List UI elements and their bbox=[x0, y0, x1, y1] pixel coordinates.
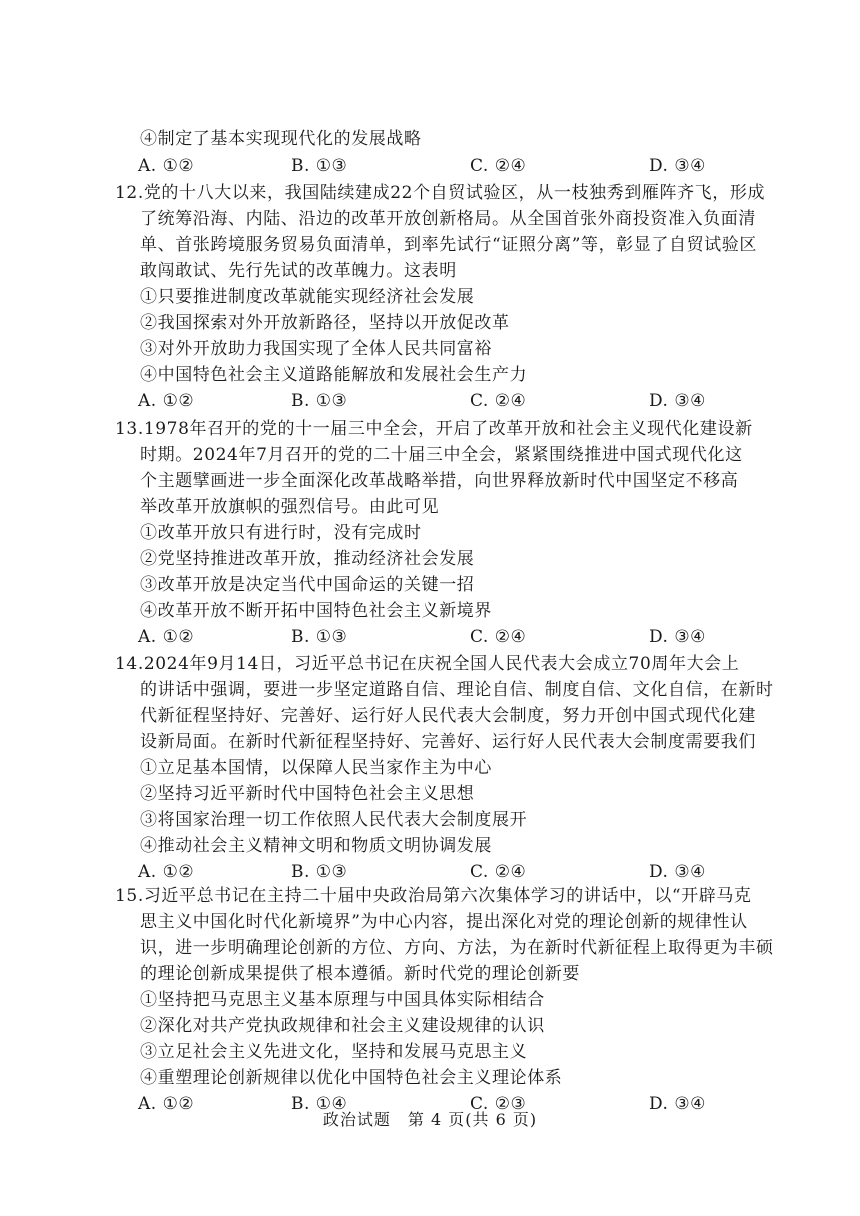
options-row bbox=[0, 155, 860, 177]
statement-4: ④推动社会主义精神文明和物质文明协调发展 bbox=[140, 836, 492, 856]
statement-4: ④改革开放不断开拓中国特色社会主义新境界 bbox=[140, 601, 492, 621]
statement-1: ①只要推进制度改革就能实现经济社会发展 bbox=[140, 287, 475, 307]
options-row bbox=[0, 390, 860, 412]
statement-4: ④中国特色社会主义道路能解放和发展社会生产力 bbox=[140, 365, 528, 385]
option-b: B. ①④ bbox=[291, 1094, 348, 1114]
statement-3: ③将国家治理一切工作依照人民代表大会制度展开 bbox=[140, 810, 528, 830]
page-footer: 政治试题 第 4 页(共 6 页) bbox=[322, 1110, 538, 1129]
option-b: B. ①③ bbox=[291, 391, 348, 411]
option-a: A. ①② bbox=[138, 391, 195, 411]
option-d: D. ③④ bbox=[649, 627, 706, 647]
statement-1: ①改革开放只有进行时，没有完成时 bbox=[140, 523, 422, 543]
question-stem-line: 单、首张跨境服务贸易负面清单，到率先试行“证照分离”等，彰显了自贸试验区 bbox=[140, 235, 757, 255]
option-c: C. ②④ bbox=[470, 156, 527, 176]
statement-2: ②深化对共产党执政规律和社会主义建设规律的认识 bbox=[140, 1016, 545, 1036]
option-c: C. ②④ bbox=[470, 862, 527, 882]
question-stem-line: 敢闯敢试、先行先试的改革魄力。这表明 bbox=[140, 261, 457, 281]
question-stem-line: 15.习近平总书记在主持二十届中央政治局第六次集体学习的讲话中，以“开辟马克 bbox=[115, 886, 752, 906]
statement-2: ②坚持习近平新时代中国特色社会主义思想 bbox=[140, 784, 475, 804]
option-d: D. ③④ bbox=[649, 862, 706, 882]
statement-1: ①立足基本国情，以保障人民当家作主为中心 bbox=[140, 758, 492, 778]
options-row bbox=[0, 861, 860, 883]
statement-1: ①坚持把马克思主义基本原理与中国具体实际相结合 bbox=[140, 990, 545, 1010]
option-a: A. ①② bbox=[138, 156, 195, 176]
question-stem-line: 12.党的十八大以来，我国陆续建成22个自贸试验区，从一枝独秀到雁阵齐飞，形成 bbox=[115, 183, 766, 203]
question-stem-line: 14.2024年9月14日，习近平总书记在庆祝全国人民代表大会成立70周年大会上 bbox=[115, 654, 740, 674]
question-stem-line: 举改革开放旗帜的强烈信号。由此可见 bbox=[140, 497, 440, 517]
statement-3: ③立足社会主义先进文化，坚持和发展马克思主义 bbox=[140, 1042, 528, 1062]
options-row bbox=[0, 626, 860, 648]
question-stem-line: 设新局面。在新时代新征程坚持好、完善好、运行好人民代表大会制度需要我们 bbox=[140, 732, 756, 752]
question-stem-line: 的讲话中强调，要进一步坚定道路自信、理论自信、制度自信、文化自信，在新时 bbox=[140, 680, 774, 700]
option-b: B. ①③ bbox=[291, 862, 348, 882]
question-stem-line: 13.1978年召开的党的十一届三中全会，开启了改革开放和社会主义现代化建设新 bbox=[115, 419, 753, 439]
option-d: D. ③④ bbox=[649, 391, 706, 411]
option-a: A. ①② bbox=[138, 1094, 195, 1114]
question-stem-line: 个主题擘画进一步全面深化改革战略举措，向世界释放新时代中国坚定不移高 bbox=[140, 471, 739, 491]
option-a: A. ①② bbox=[138, 627, 195, 647]
option-d: D. ③④ bbox=[649, 1094, 706, 1114]
statement-2: ②我国探索对外开放新路径，坚持以开放促改革 bbox=[140, 313, 510, 333]
question-stem-line: 思主义中国化时代化新境界”为中心内容，提出深化对党的理论创新的规律性认 bbox=[140, 912, 748, 932]
question-stem-line: 了统筹沿海、内陆、沿边的改革开放创新格局。从全国首张外商投资准入负面清 bbox=[140, 209, 756, 229]
statement-4: ④制定了基本实现现代化的发展战略 bbox=[140, 129, 422, 149]
statement-3: ③改革开放是决定当代中国命运的关键一招 bbox=[140, 575, 475, 595]
statement-2: ②党坚持推进改革开放，推动经济社会发展 bbox=[140, 549, 475, 569]
option-c: C. ②④ bbox=[470, 627, 527, 647]
option-b: B. ①③ bbox=[291, 156, 348, 176]
option-c: C. ②③ bbox=[470, 1094, 527, 1114]
option-b: B. ①③ bbox=[291, 627, 348, 647]
statement-3: ③对外开放助力我国实现了全体人民共同富裕 bbox=[140, 339, 492, 359]
option-a: A. ①② bbox=[138, 862, 195, 882]
option-c: C. ②④ bbox=[470, 391, 527, 411]
question-stem-line: 代新征程坚持好、完善好、运行好人民代表大会制度，努力开创中国式现代化建 bbox=[140, 706, 756, 726]
question-stem-line: 识，进一步明确理论创新的方位、方向、方法，为在新时代新征程上取得更为丰硕 bbox=[140, 938, 774, 958]
question-stem-line: 时期。2024年7月召开的党的二十届三中全会，紧紧围绕推进中国式现代化这 bbox=[140, 445, 743, 465]
option-d: D. ③④ bbox=[649, 156, 706, 176]
question-stem-line: 的理论创新成果提供了根本遵循。新时代党的理论创新要 bbox=[140, 964, 580, 984]
statement-4: ④重塑理论创新规律以优化中国特色社会主义理论体系 bbox=[140, 1068, 563, 1088]
